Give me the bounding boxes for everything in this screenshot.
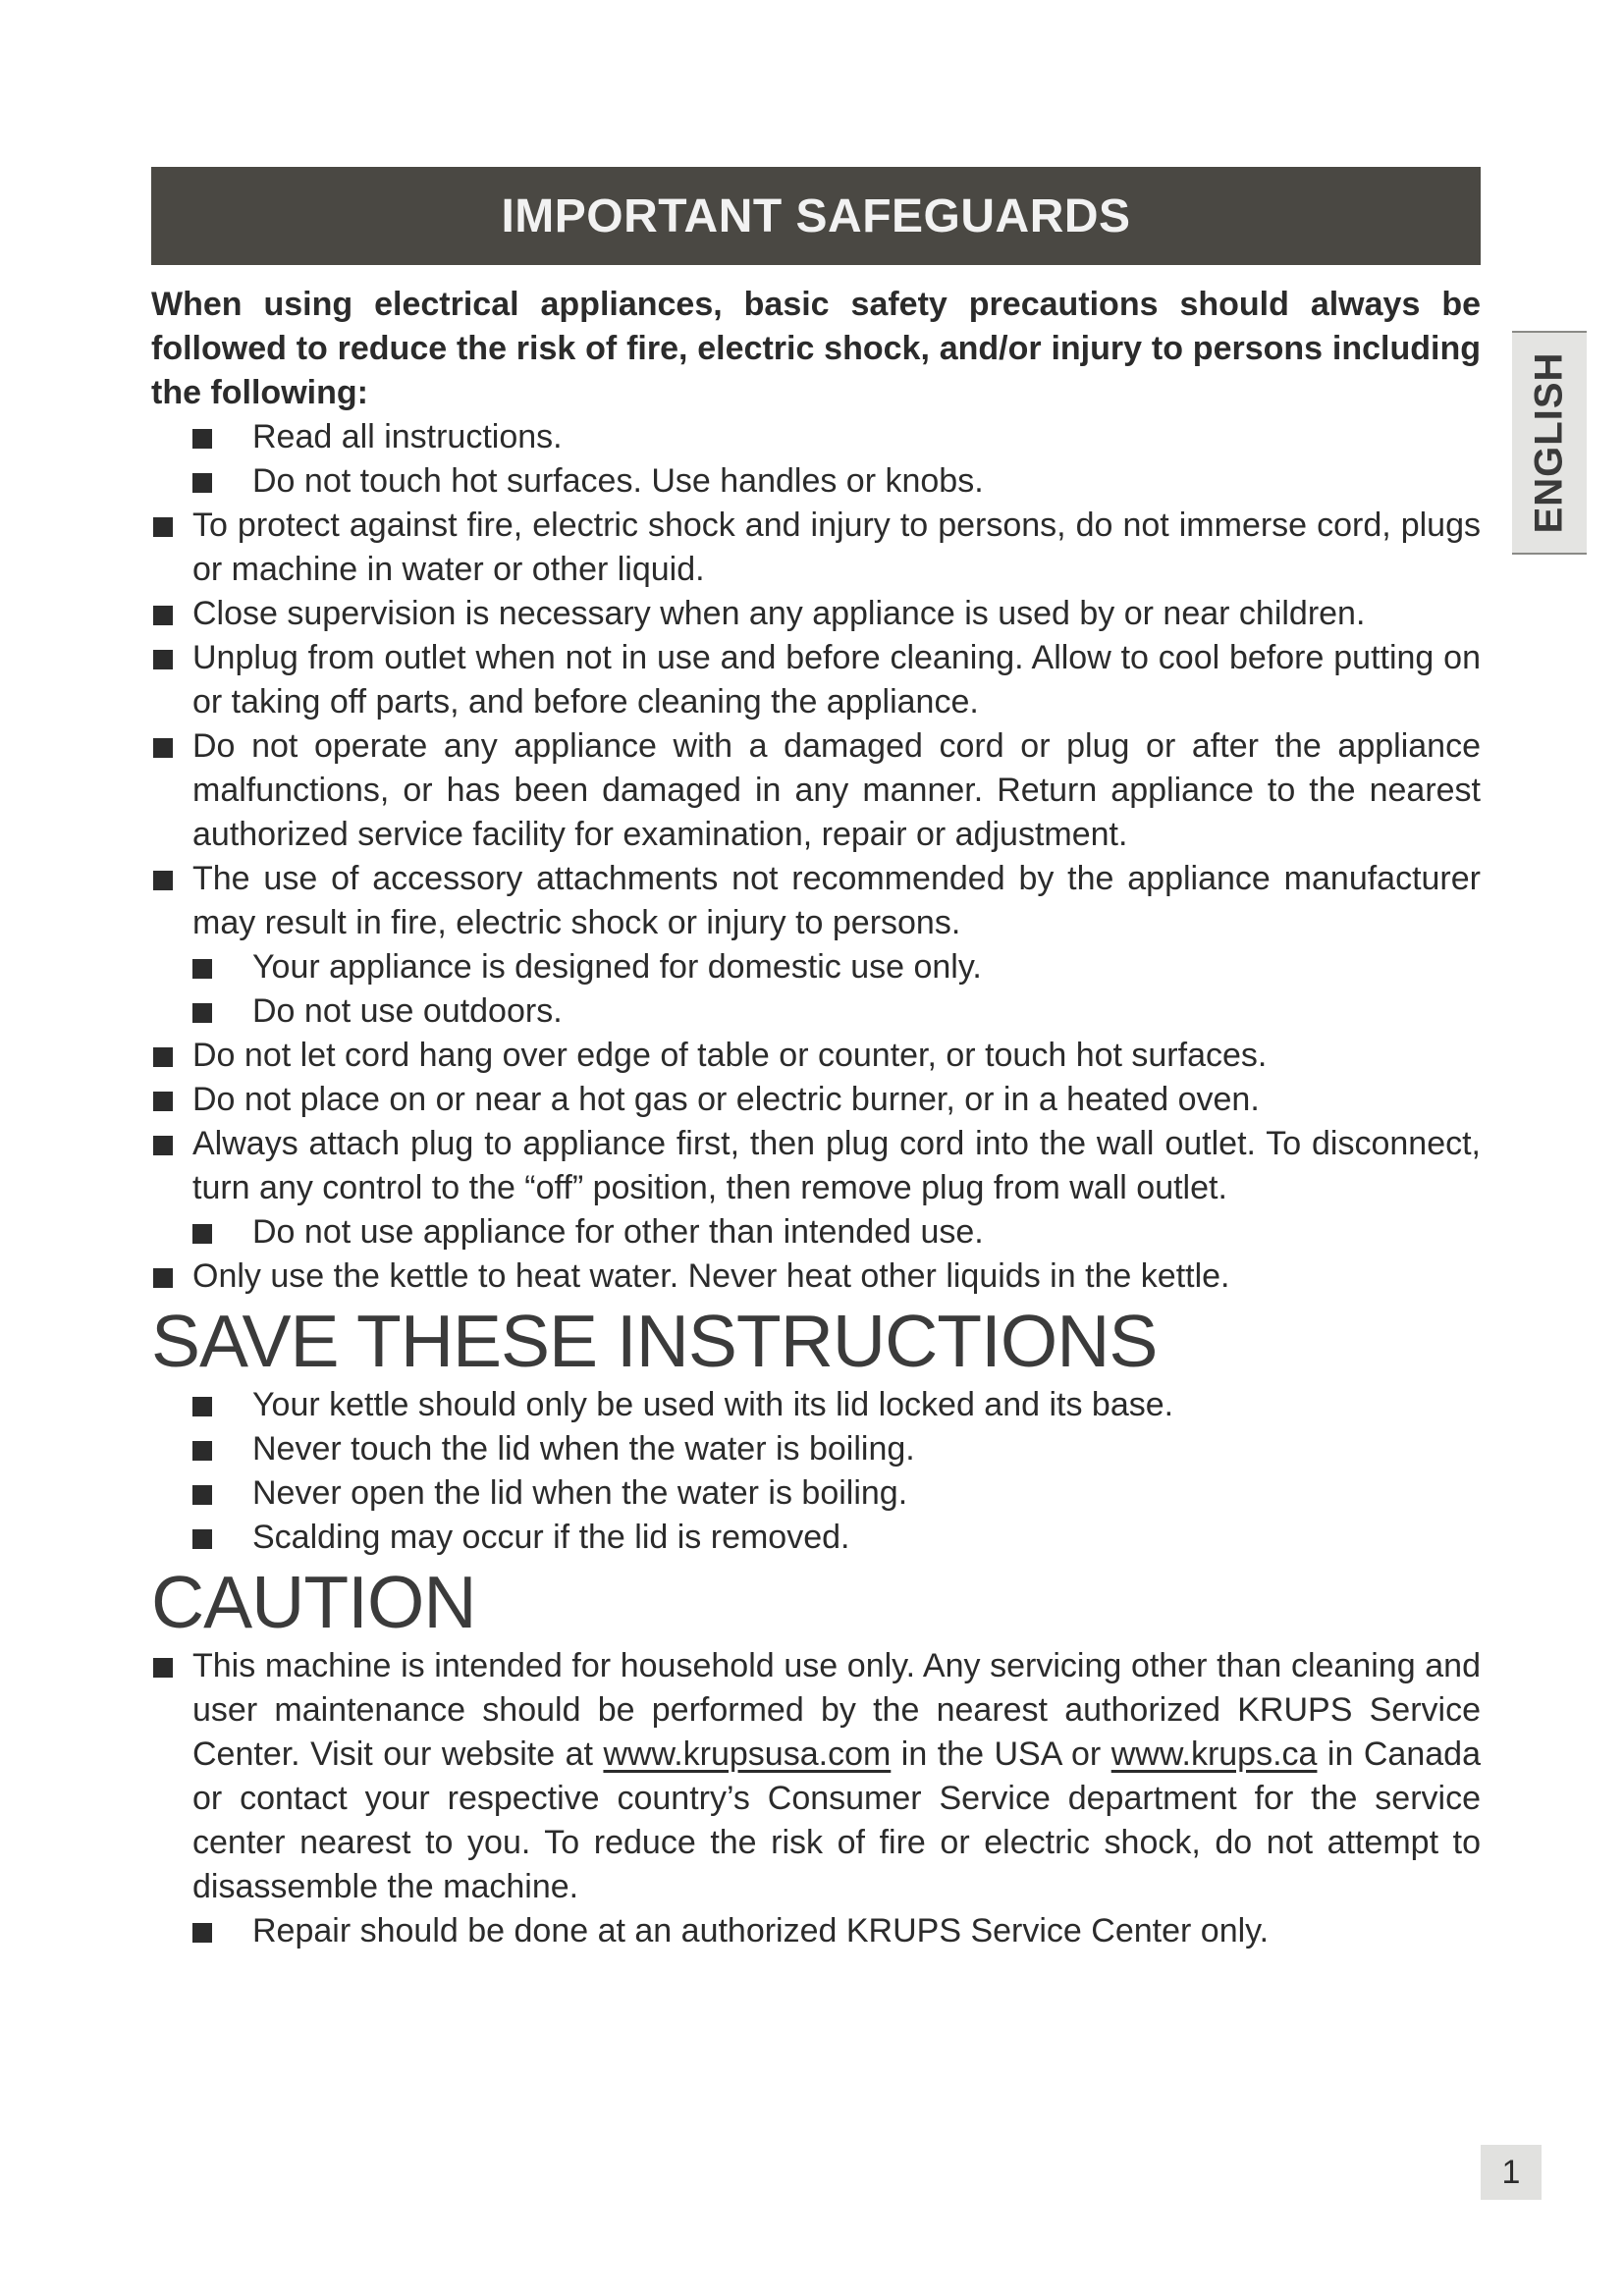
- kettle-item: Never open the lid when the water is boiling.: [151, 1471, 1481, 1516]
- safeguard-item: Do not use outdoors.: [151, 989, 1481, 1034]
- safeguard-item: Unplug from outlet when not in use and before cleaning. Allow to cool before putting on or taking off parts, and before cleaning the appliance.: [151, 636, 1481, 724]
- safeguards-list: [151, 415, 1481, 1299]
- caution-text: in the USA or: [891, 1735, 1111, 1773]
- safeguard-item: To protect against fire, electric shock and injury to persons, do not immerse cord, plugs or machine in water or other liquid.: [151, 504, 1481, 592]
- safeguard-item: Do not touch hot surfaces. Use handles or knobs.: [151, 459, 1481, 504]
- caution-text: This machine is intended for household use only. Any servicing other than cleaning and user maintenance should be performed by the nearest authorized KRUPS Service Center. Visit our website at: [192, 1647, 1481, 1773]
- safeguard-item: Read all instructions.: [151, 415, 1481, 459]
- krups-canada-link[interactable]: www.krups.ca: [1110, 1735, 1318, 1773]
- safeguard-item: Do not use appliance for other than intended use.: [151, 1210, 1481, 1255]
- safeguard-item: Only use the kettle to heat water. Never heat other liquids in the kettle.: [151, 1255, 1481, 1299]
- safeguard-item: The use of accessory attachments not recommended by the appliance manufacturer may result in fire, electric shock or injury to persons.: [151, 857, 1481, 945]
- language-tab: [1512, 331, 1587, 555]
- intro-paragraph: When using electrical appliances, basic safety precautions should always be followed to reduce the risk of fire, electric shock, and/or injury to persons including the following:: [151, 286, 1481, 411]
- language-tab-label: ENGLISH: [1527, 351, 1571, 534]
- kettle-item: Scalding may occur if the lid is removed.: [151, 1516, 1481, 1560]
- section-header: [151, 167, 1481, 265]
- kettle-item: Never touch the lid when the water is boiling.: [151, 1427, 1481, 1471]
- page-number: 1: [1481, 2145, 1542, 2200]
- kettle-list: [151, 1383, 1481, 1560]
- caution-item: Repair should be done at an authorized KRUPS Service Center only.: [151, 1909, 1481, 1953]
- krups-usa-link[interactable]: www.krupsusa.com: [603, 1735, 892, 1773]
- safeguard-item: Close supervision is necessary when any appliance is used by or near children.: [151, 592, 1481, 636]
- caution-list: [151, 1644, 1481, 1953]
- save-instructions-heading: SAVE THESE INSTRUCTIONS: [151, 1300, 1158, 1382]
- safeguard-item: Do not operate any appliance with a damaged cord or plug or after the appliance malfunctions, or has been damaged in any manner. Return appliance to the nearest authorized service facility for examination, repair or adjustment.: [151, 724, 1481, 857]
- kettle-item: Your kettle should only be used with its lid locked and its base.: [151, 1383, 1481, 1427]
- caution-heading: CAUTION: [151, 1561, 476, 1643]
- document-body: [151, 283, 1481, 1953]
- safeguard-item: Do not let cord hang over edge of table or counter, or touch hot surfaces.: [151, 1034, 1481, 1078]
- safeguard-item: Do not place on or near a hot gas or electric burner, or in a heated oven.: [151, 1078, 1481, 1122]
- safeguard-item: Always attach plug to appliance first, then plug cord into the wall outlet. To disconnect, turn any control to the “off” position, then remove plug from wall outlet.: [151, 1122, 1481, 1210]
- safeguard-item: Your appliance is designed for domestic use only.: [151, 945, 1481, 989]
- caution-item: [151, 1644, 1481, 1909]
- section-header-title: IMPORTANT SAFEGUARDS: [501, 189, 1131, 242]
- caution-text: in Canada or contact your respective country’s Consumer Service department for the service center nearest to you. To reduce the risk of fire or electric shock, do not attempt to disassemble the machine.: [192, 1735, 1481, 1905]
